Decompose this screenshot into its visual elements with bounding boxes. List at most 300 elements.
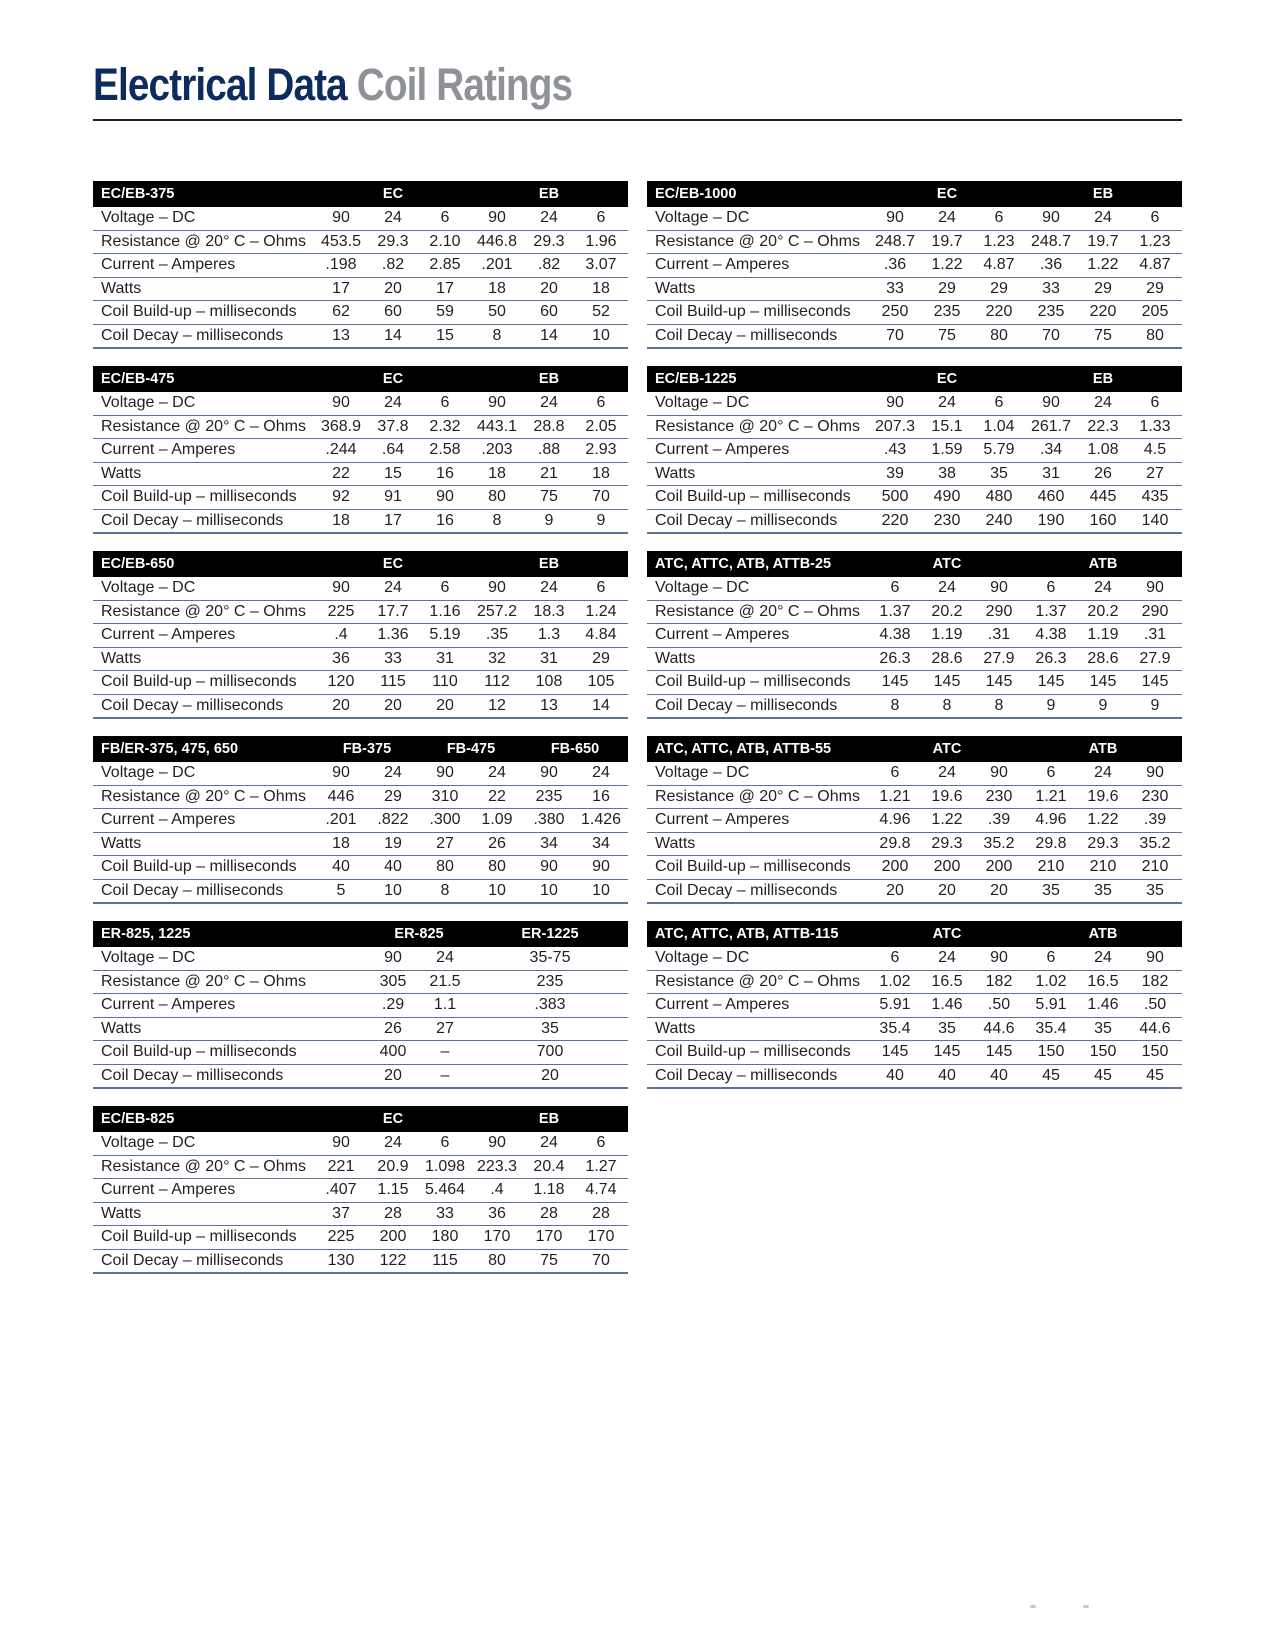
table-cell: 110 xyxy=(432,673,458,690)
table-cell: 19.7 xyxy=(931,232,963,250)
table-cell: 115 xyxy=(432,1251,458,1269)
table-cell: 10 xyxy=(540,881,558,899)
table-cell: 90 xyxy=(332,764,350,781)
table-cell: 37.8 xyxy=(377,417,409,435)
table-cell: 70 xyxy=(592,488,610,505)
table-row xyxy=(93,1250,628,1275)
group-header: FB-475 xyxy=(446,741,496,757)
row-label: Watts xyxy=(101,279,142,297)
table-cell: 6 xyxy=(596,1134,606,1151)
table-row xyxy=(647,577,1182,601)
table-header xyxy=(93,181,628,207)
table-cell: 17 xyxy=(436,279,454,297)
table-title: EC/EB-1000 xyxy=(655,186,737,202)
table-cell: 445 xyxy=(1089,488,1117,505)
row-label: Voltage – DC xyxy=(101,209,196,226)
table-title: ER-825, 1225 xyxy=(101,926,191,942)
table-cell: 6 xyxy=(440,209,450,226)
table-cell: 90 xyxy=(1146,579,1164,596)
table-title: EC/EB-650 xyxy=(101,556,175,572)
group-header: EC xyxy=(936,186,958,202)
table-cell: 26 xyxy=(384,1019,402,1037)
table-cell: 435 xyxy=(1141,488,1169,505)
table-cell: 80 xyxy=(1146,326,1164,344)
table-cell: 10 xyxy=(592,881,610,899)
table-row xyxy=(647,947,1182,971)
table-cell: 20.2 xyxy=(1087,602,1119,620)
table-cell: 5.91 xyxy=(1035,996,1067,1013)
table-cell: 2.85 xyxy=(429,256,461,273)
table-cell: .64 xyxy=(381,441,405,458)
table-cell: 90 xyxy=(332,579,350,596)
group-header: EC xyxy=(382,1111,404,1127)
table-cell: 170 xyxy=(483,1228,511,1245)
table-cell: 36 xyxy=(332,649,350,667)
table-cell: 1.04 xyxy=(983,417,1015,435)
table-cell: 160 xyxy=(1089,511,1117,529)
table-cell: 220 xyxy=(881,511,909,529)
table-cell: 446 xyxy=(327,787,355,805)
table-row xyxy=(647,392,1182,416)
table-cell: 6 xyxy=(1046,579,1056,596)
row-label: Voltage – DC xyxy=(655,764,750,781)
table-cell: 18 xyxy=(592,279,610,297)
table-cell: 45 xyxy=(1042,1066,1060,1084)
table-cell: 3.07 xyxy=(585,256,617,273)
table-cell: 17 xyxy=(384,511,402,529)
table-cell: 20.4 xyxy=(533,1157,565,1175)
group-header: EC xyxy=(382,371,404,387)
table-cell: .244 xyxy=(325,441,357,458)
row-label: Current – Amperes xyxy=(101,811,236,828)
row-label: Voltage – DC xyxy=(101,1134,196,1151)
table-cell: 24 xyxy=(1094,764,1112,781)
row-label: Voltage – DC xyxy=(101,949,196,966)
table-cell: 235 xyxy=(1037,303,1065,320)
table-cell: 13 xyxy=(540,696,558,714)
table-cell: 38 xyxy=(938,464,956,482)
row-label: Coil Build-up – milliseconds xyxy=(101,488,297,505)
table-cell: 80 xyxy=(488,858,506,875)
page-title xyxy=(93,59,573,110)
table-cell: 26 xyxy=(1094,464,1112,482)
table-cell: .82 xyxy=(537,256,561,273)
table-cell: 20 xyxy=(384,1066,402,1084)
table-row xyxy=(647,463,1182,487)
group-header: ATB xyxy=(1088,926,1118,942)
table-cell: 108 xyxy=(535,673,563,690)
table-cell: 80 xyxy=(488,1251,506,1269)
table-cell: 220 xyxy=(985,303,1013,320)
table-cell: 145 xyxy=(881,1043,909,1060)
table-cell: 90 xyxy=(990,764,1008,781)
group-header: EC xyxy=(382,556,404,572)
row-label: Coil Build-up – milliseconds xyxy=(101,1043,297,1060)
table-row xyxy=(93,1226,628,1250)
row-label: Voltage – DC xyxy=(101,579,196,596)
table-cell: 16.5 xyxy=(1087,972,1119,990)
table-cell: 24 xyxy=(1094,579,1112,596)
row-label: Watts xyxy=(655,464,696,482)
table-cell: 91 xyxy=(384,488,402,505)
table-cell: 105 xyxy=(587,673,615,690)
table-cell: 235 xyxy=(536,972,564,990)
table-cell: – xyxy=(440,1066,450,1084)
table-cell: 170 xyxy=(587,1228,615,1245)
table-cell: 20 xyxy=(540,279,558,297)
table-cell: .82 xyxy=(381,256,405,273)
table-cell: 28 xyxy=(592,1204,610,1222)
group-header: FB-375 xyxy=(342,741,392,757)
table-row xyxy=(647,325,1182,350)
table-cell: 29 xyxy=(1146,279,1164,297)
table-cell: 80 xyxy=(488,488,506,505)
table-row xyxy=(93,809,628,833)
table-cell: 24 xyxy=(938,579,956,596)
table-row xyxy=(93,947,628,971)
table-cell: .50 xyxy=(1143,996,1167,1013)
table-cell: 17.7 xyxy=(377,602,409,620)
table-cell: 6 xyxy=(890,764,900,781)
table-cell: 20 xyxy=(990,881,1008,899)
row-label: Resistance @ 20° C – Ohms xyxy=(101,232,306,250)
group-header: ATB xyxy=(1088,556,1118,572)
table-cell: 24 xyxy=(436,949,454,966)
table-title: ATC, ATTC, ATB, ATTB-115 xyxy=(655,926,839,942)
table-cell: .36 xyxy=(1039,256,1063,273)
table-cell: 1.22 xyxy=(1087,811,1119,828)
table-cell: 90 xyxy=(436,764,454,781)
table-row xyxy=(93,601,628,625)
table-cell: 1.59 xyxy=(931,441,963,458)
table-cell: 2.05 xyxy=(585,417,617,435)
table-cell: 90 xyxy=(488,579,506,596)
table-cell: 210 xyxy=(1141,858,1169,875)
row-label: Current – Amperes xyxy=(101,996,236,1013)
table-row xyxy=(93,695,628,720)
table-cell: 27.9 xyxy=(1139,649,1171,667)
table-cell: .300 xyxy=(429,811,461,828)
table-cell: .380 xyxy=(533,811,565,828)
table-row xyxy=(647,601,1182,625)
table-cell: 15 xyxy=(384,464,402,482)
table-row xyxy=(647,207,1182,231)
table-cell: 8 xyxy=(942,696,952,714)
table-8 xyxy=(93,921,628,1089)
table-header xyxy=(93,366,628,392)
table-cell: 29 xyxy=(990,279,1008,297)
table-cell: 22 xyxy=(488,787,506,805)
table-cell: 29 xyxy=(592,649,610,667)
table-cell: 6 xyxy=(994,209,1004,226)
table-cell: 5.91 xyxy=(879,996,911,1013)
table-cell: 19 xyxy=(384,834,402,852)
table-cell: 1.37 xyxy=(1035,602,1067,620)
table-cell: 29 xyxy=(384,787,402,805)
table-cell: 6 xyxy=(1046,764,1056,781)
table-cell: 90 xyxy=(1146,949,1164,966)
table-cell: 700 xyxy=(536,1043,564,1060)
table-row xyxy=(647,648,1182,672)
table-cell: 33 xyxy=(436,1204,454,1222)
table-cell: 190 xyxy=(1037,511,1065,529)
table-cell: 200 xyxy=(881,858,909,875)
table-cell: 240 xyxy=(985,511,1013,529)
table-row xyxy=(647,1065,1182,1090)
table-row xyxy=(647,695,1182,720)
row-label: Watts xyxy=(101,1019,142,1037)
table-cell: .50 xyxy=(987,996,1011,1013)
table-cell: 443.1 xyxy=(476,417,518,435)
table-cell: 8 xyxy=(440,881,450,899)
table-cell: 8 xyxy=(492,326,502,344)
title-primary: Electrical Data xyxy=(93,59,347,110)
table-cell: 1.09 xyxy=(481,811,513,828)
table-cell: 223.3 xyxy=(476,1157,518,1175)
table-cell: 24 xyxy=(384,1134,402,1151)
table-row xyxy=(93,1203,628,1227)
table-cell: 27 xyxy=(436,834,454,852)
table-cell: 90 xyxy=(540,764,558,781)
row-label: Resistance @ 20° C – Ohms xyxy=(101,602,306,620)
table-cell: 8 xyxy=(994,696,1004,714)
table-cell: 9 xyxy=(596,511,606,529)
table-cell: 28.8 xyxy=(533,417,565,435)
table-cell: 21 xyxy=(540,464,558,482)
row-label: Voltage – DC xyxy=(655,579,750,596)
table-cell: 16 xyxy=(436,464,454,482)
row-label: Coil Build-up – milliseconds xyxy=(655,1043,851,1060)
table-cell: 4.5 xyxy=(1143,441,1167,458)
group-header: EB xyxy=(1092,371,1114,387)
table-row xyxy=(647,278,1182,302)
table-cell: 70 xyxy=(592,1251,610,1269)
table-cell: 90 xyxy=(436,488,454,505)
table-cell: 20 xyxy=(541,1066,559,1084)
row-label: Watts xyxy=(101,1204,142,1222)
table-cell: 29 xyxy=(1094,279,1112,297)
row-label: Current – Amperes xyxy=(655,996,790,1013)
table-cell: 2.32 xyxy=(429,417,461,435)
table-cell: 90 xyxy=(332,394,350,411)
table-row xyxy=(647,301,1182,325)
row-label: Coil Decay – milliseconds xyxy=(101,881,284,899)
table-cell: 45 xyxy=(1094,1066,1112,1084)
table-cell: 16.5 xyxy=(931,972,963,990)
table-cell: 24 xyxy=(384,579,402,596)
row-label: Resistance @ 20° C – Ohms xyxy=(655,232,860,250)
table-cell: 145 xyxy=(881,673,909,690)
table-cell: 24 xyxy=(1094,209,1112,226)
table-cell: 145 xyxy=(933,673,961,690)
table-row xyxy=(647,486,1182,510)
table-cell: 1.46 xyxy=(1087,996,1119,1013)
table-cell: 14 xyxy=(592,696,610,714)
table-cell: 28 xyxy=(384,1204,402,1222)
table-cell: 35 xyxy=(541,1019,559,1037)
table-cell: 24 xyxy=(384,764,402,781)
table-cell: 26 xyxy=(488,834,506,852)
row-label: Resistance @ 20° C – Ohms xyxy=(655,602,860,620)
table-cell: 90 xyxy=(384,949,402,966)
table-cell: 28.6 xyxy=(931,649,963,667)
table-cell: 33 xyxy=(1042,279,1060,297)
table-row xyxy=(93,1156,628,1180)
group-header: EB xyxy=(1092,186,1114,202)
table-cell: 490 xyxy=(933,488,961,505)
table-cell: 248.7 xyxy=(874,232,916,250)
table-cell: 44.6 xyxy=(983,1019,1015,1037)
row-label: Resistance @ 20° C – Ohms xyxy=(655,787,860,805)
table-cell: 115 xyxy=(380,673,406,690)
table-cell: 27 xyxy=(1146,464,1164,482)
table-cell: 90 xyxy=(1042,394,1060,411)
table-header xyxy=(647,181,1182,207)
table-cell: 200 xyxy=(985,858,1013,875)
table-cell: 18 xyxy=(488,464,506,482)
table-cell: 1.36 xyxy=(377,626,409,643)
table-cell: 5 xyxy=(336,881,346,899)
row-label: Voltage – DC xyxy=(655,394,750,411)
table-cell: 1.21 xyxy=(879,787,911,805)
table-cell: 17 xyxy=(332,279,350,297)
table-cell: 8 xyxy=(890,696,900,714)
table-row xyxy=(93,416,628,440)
table-cell: 90 xyxy=(332,1134,350,1151)
table-cell: .43 xyxy=(883,441,907,458)
table-cell: 31 xyxy=(436,649,454,667)
table-cell: 39 xyxy=(886,464,904,482)
table-6 xyxy=(93,736,628,904)
title-rule xyxy=(93,119,1182,121)
table-cell: 40 xyxy=(938,1066,956,1084)
table-cell: 145 xyxy=(1037,673,1065,690)
table-cell: 1.96 xyxy=(585,232,617,250)
table-cell: 29.3 xyxy=(377,232,409,250)
table-cell: 9 xyxy=(1150,696,1160,714)
table-cell: 21.5 xyxy=(429,972,461,990)
row-label: Coil Build-up – milliseconds xyxy=(101,673,297,690)
table-cell: 5.79 xyxy=(983,441,1015,458)
table-cell: 5.464 xyxy=(424,1181,466,1198)
table-cell: 1.02 xyxy=(879,972,911,990)
table-cell: 27.9 xyxy=(983,649,1015,667)
table-2 xyxy=(93,366,628,534)
table-cell: 28 xyxy=(540,1204,558,1222)
table-row xyxy=(93,1132,628,1156)
table-cell: 20 xyxy=(384,279,402,297)
row-label: Current – Amperes xyxy=(655,811,790,828)
table-row xyxy=(647,671,1182,695)
table-title: EC/EB-825 xyxy=(101,1111,175,1127)
table-row xyxy=(93,833,628,857)
table-row xyxy=(93,207,628,231)
table-cell: 6 xyxy=(440,1134,450,1151)
row-label: Coil Build-up – milliseconds xyxy=(655,488,851,505)
table-row xyxy=(93,254,628,278)
table-cell: 140 xyxy=(1141,511,1169,529)
table-cell: 90 xyxy=(990,579,1008,596)
table-cell: 20 xyxy=(938,881,956,899)
table-cell: 368.9 xyxy=(320,417,362,435)
row-label: Coil Build-up – milliseconds xyxy=(655,303,851,320)
table-cell: 230 xyxy=(933,511,961,529)
table-cell: 62 xyxy=(332,303,350,320)
table-cell: 225 xyxy=(327,602,355,620)
table-cell: 80 xyxy=(436,858,454,875)
table-cell: 29.8 xyxy=(879,834,911,852)
table-header xyxy=(93,736,628,762)
table-cell: 15 xyxy=(436,326,454,344)
table-cell: 290 xyxy=(985,602,1013,620)
table-cell: 35.4 xyxy=(1035,1019,1067,1037)
row-label: Resistance @ 20° C – Ohms xyxy=(655,417,860,435)
group-header: ATB xyxy=(1088,741,1118,757)
table-cell: 4.96 xyxy=(1035,811,1067,828)
table-cell: 35.4 xyxy=(879,1019,911,1037)
table-cell: 9 xyxy=(544,511,554,529)
table-cell: 145 xyxy=(1141,673,1169,690)
table-cell: .201 xyxy=(325,811,357,828)
table-row xyxy=(93,486,628,510)
row-label: Coil Decay – milliseconds xyxy=(655,881,838,899)
table-row xyxy=(93,439,628,463)
row-label: Coil Decay – milliseconds xyxy=(101,696,284,714)
table-cell: 130 xyxy=(327,1251,355,1269)
group-header: EC xyxy=(936,371,958,387)
row-label: Coil Decay – milliseconds xyxy=(101,1251,284,1269)
table-cell: .4 xyxy=(334,626,348,643)
row-label: Coil Decay – milliseconds xyxy=(101,1066,284,1084)
table-cell: 20 xyxy=(384,696,402,714)
table-cell: 248.7 xyxy=(1030,232,1072,250)
row-label: Voltage – DC xyxy=(655,949,750,966)
table-cell: 4.87 xyxy=(983,256,1015,273)
table-row xyxy=(93,971,628,995)
table-cell: 1.08 xyxy=(1087,441,1119,458)
table-cell: 6 xyxy=(440,394,450,411)
table-row xyxy=(647,510,1182,535)
table-row xyxy=(93,1018,628,1042)
table-cell: 1.23 xyxy=(983,232,1015,250)
table-cell: 225 xyxy=(327,1228,355,1245)
table-cell: .34 xyxy=(1039,441,1063,458)
table-cell: 90 xyxy=(886,394,904,411)
group-header: EB xyxy=(538,371,560,387)
table-cell: 207.3 xyxy=(874,417,916,435)
table-cell: .822 xyxy=(377,811,409,828)
row-label: Watts xyxy=(655,279,696,297)
table-cell: 1.23 xyxy=(1139,232,1171,250)
table-cell: .35 xyxy=(485,626,509,643)
table-cell: 1.02 xyxy=(1035,972,1067,990)
table-cell: 10 xyxy=(592,326,610,344)
table-cell: 90 xyxy=(1042,209,1060,226)
table-cell: 205 xyxy=(1141,303,1169,320)
table-cell: 34 xyxy=(540,834,558,852)
row-label: Coil Build-up – milliseconds xyxy=(655,858,851,875)
table-cell: .39 xyxy=(987,811,1011,828)
table-cell: 31 xyxy=(540,649,558,667)
table-cell: 36 xyxy=(488,1204,506,1222)
table-0 xyxy=(93,181,628,349)
table-cell: 20.2 xyxy=(931,602,963,620)
row-label: Voltage – DC xyxy=(655,209,750,226)
table-row xyxy=(93,510,628,535)
table-cell: 18 xyxy=(332,834,350,852)
table-cell: 5.19 xyxy=(429,626,461,643)
table-cell: 6 xyxy=(596,209,606,226)
